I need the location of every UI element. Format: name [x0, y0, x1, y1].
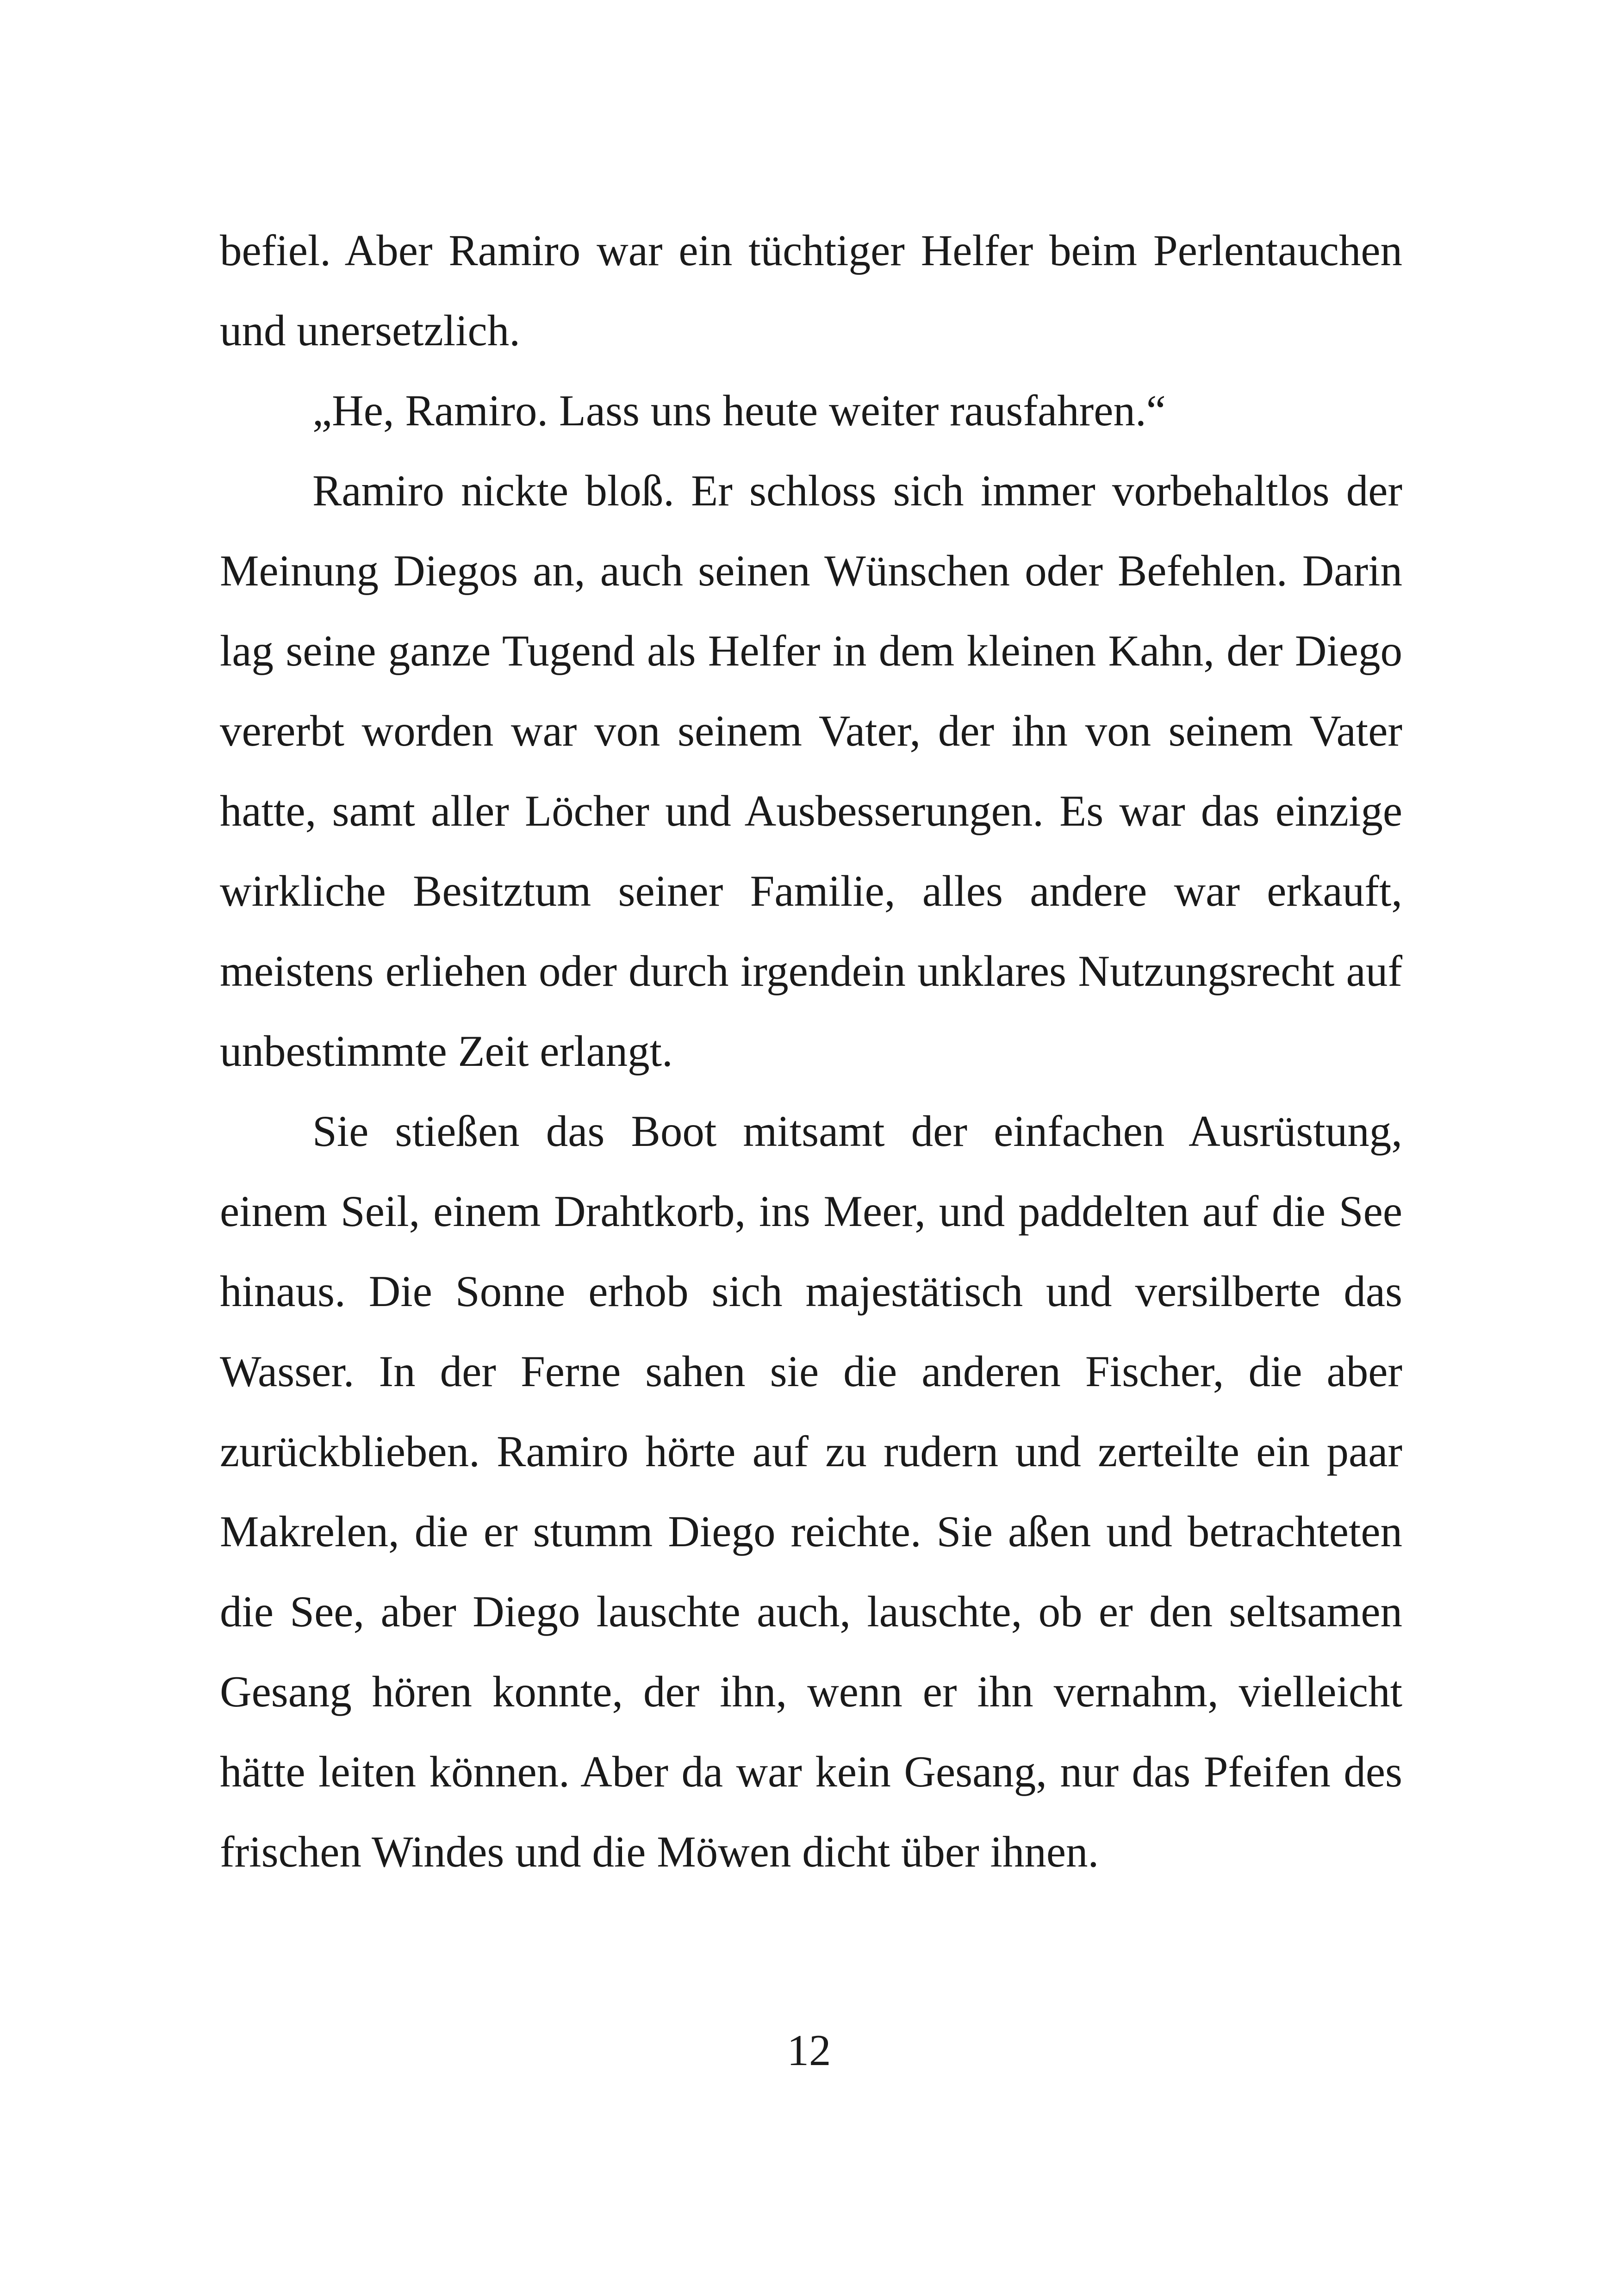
paragraph: Sie stießen das Boot mitsamt der einfachen Ausrüstung, einem Seil, einem Drahtkorb, ins Meer, und paddelten auf die See hinaus. Die Sonne erhob sich majestätisch und versilberte das Wasser. In der Ferne sahen sie die anderen Fischer, die aber zurückblieben. Ramiro hörte auf zu rudern und zerteilte ein paar Makrelen, die er stumm Diego reichte. Sie aßen und betrachteten die See, aber Diego lauschte auch, lauschte, ob er den seltsamen Gesang hören konnte, der ihn, wenn er ihn vernahm, vielleicht hätte leiten können. Aber da war kein Gesang, nur das Pfeifen des frischen Windes und die Möwen dicht über ihnen. — [220, 1107, 1402, 1876]
paragraph-dialogue: „He, Ramiro. Lass uns heute weiter rausfahren.“ — [312, 386, 1166, 435]
paragraph: Ramiro nickte bloß. Er schloss sich immer vorbehaltlos der Meinung Diegos an, auch seinen Wünschen oder Befehlen. Darin lag seine ganze Tugend als Helfer in dem kleinen Kahn, der Diego vererbt worden war von seinem Vater, der ihn von seinem Vater hatte, samt aller Löcher und Ausbesserungen. Es war das einzige wirkliche Besitztum seiner Familie, alles andere war erkauft, meistens erliehen oder durch irgendein unklares Nutzungsrecht auf unbestimmte Zeit erlangt. — [220, 466, 1402, 1076]
body-text — [220, 211, 1402, 1892]
paragraph-continuation: befiel. Aber Ramiro war ein tüchtiger Helfer beim Perlentauchen und unersetzlich. — [220, 226, 1402, 355]
page-number: 12 — [787, 2026, 831, 2075]
